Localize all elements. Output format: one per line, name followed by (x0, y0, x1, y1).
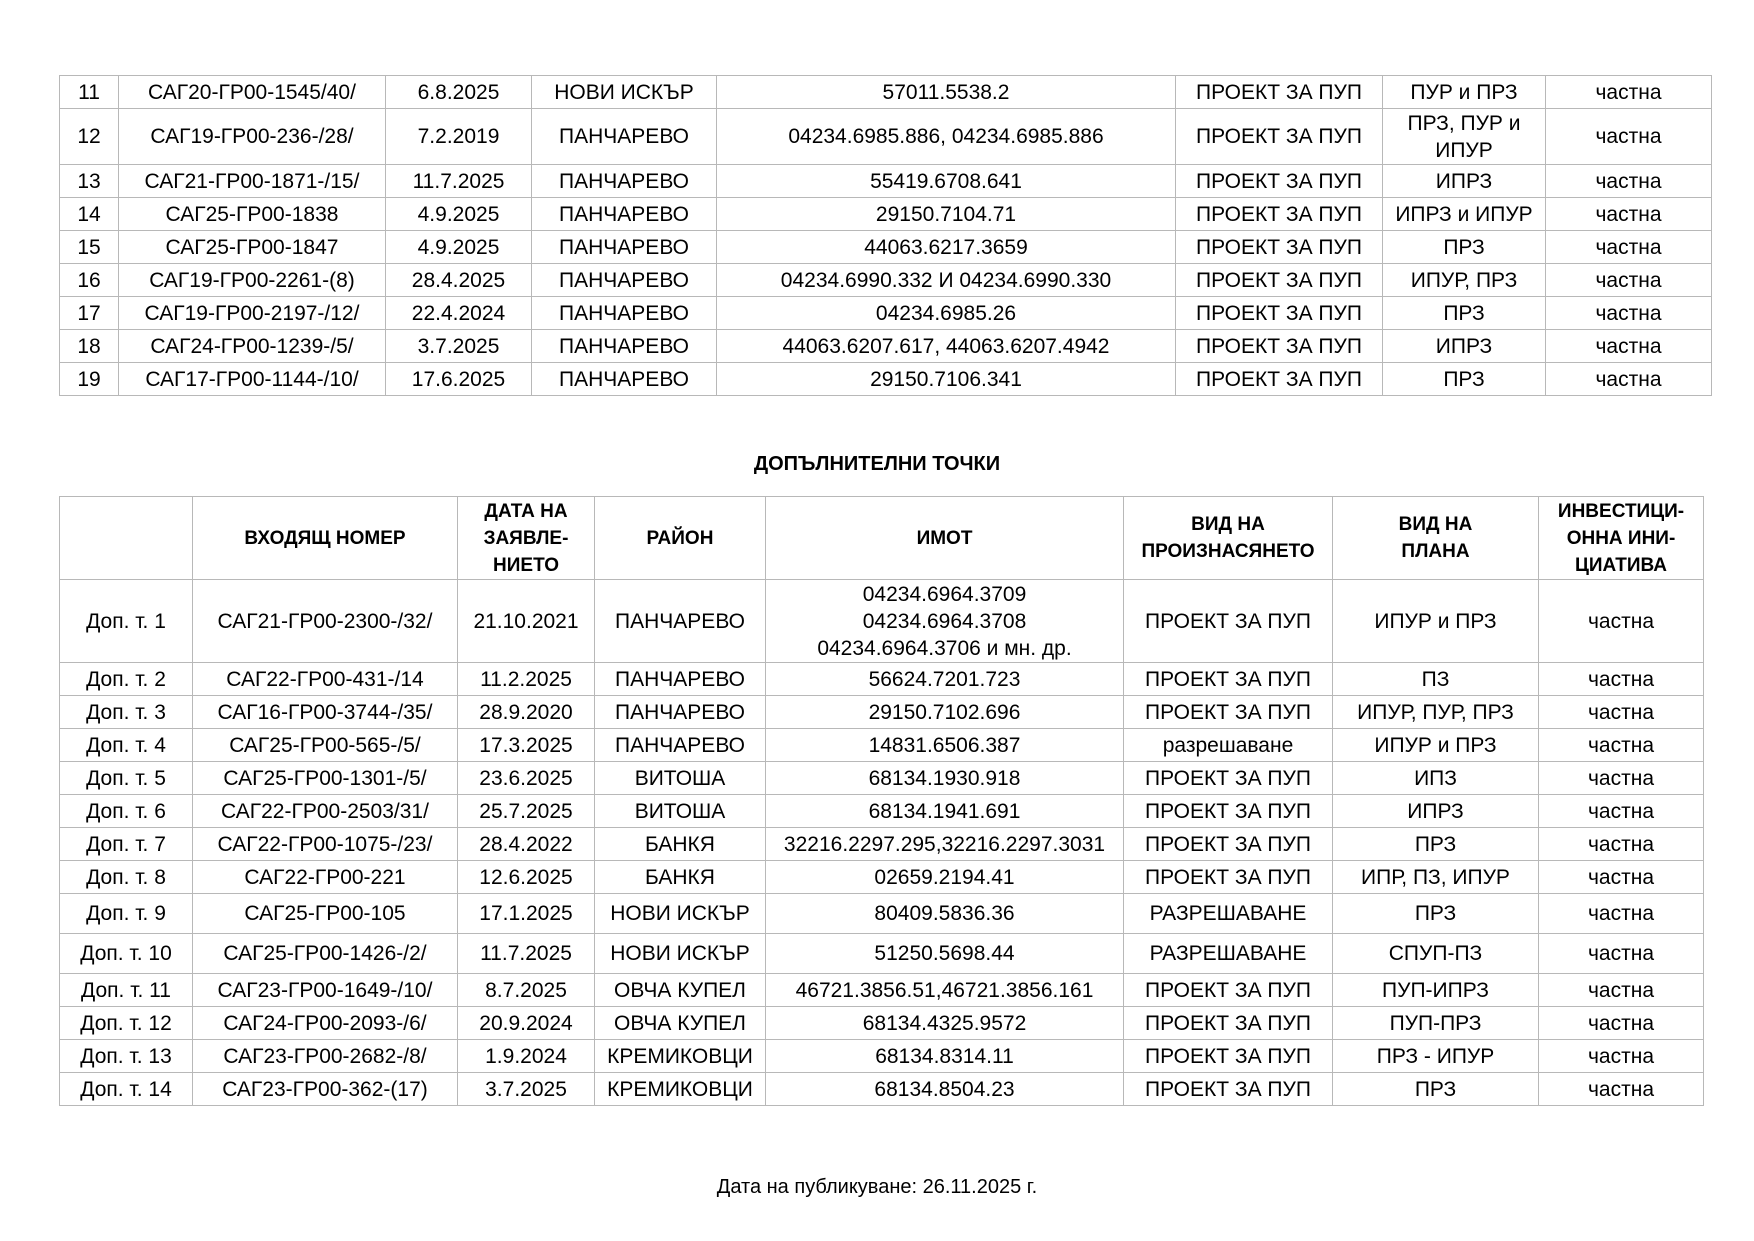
cell-initiative: частна (1546, 330, 1712, 363)
cell-decision-type: ПРОЕКТ ЗА ПУП (1124, 1040, 1333, 1073)
cell-initiative: частна (1539, 861, 1704, 894)
table-row (60, 109, 1712, 165)
cell-property: 44063.6207.617, 44063.6207.4942 (717, 330, 1176, 363)
cell-incoming-number: САГ23-ГР00-2682-/8/ (193, 1040, 458, 1073)
header-investment-initiative: ИНВЕСТИЦИ- ОННА ИНИ- ЦИАТИВА (1539, 497, 1704, 580)
cell-decision-type: ПРОЕКТ ЗА ПУП (1176, 76, 1383, 109)
cell-initiative: частна (1539, 795, 1704, 828)
cell-incoming-number: САГ19-ГР00-236-/28/ (119, 109, 386, 165)
cell-incoming-number: САГ23-ГР00-1649-/10/ (193, 974, 458, 1007)
cell-property: 14831.6506.387 (766, 729, 1124, 762)
cell-district: ОВЧА КУПЕЛ (595, 974, 766, 1007)
table-row (60, 696, 1704, 729)
table-row (60, 330, 1712, 363)
cell-district: ПАНЧАРЕВО (595, 580, 766, 663)
cell-plan-type: ИПУР, ПУР, ПРЗ (1333, 696, 1539, 729)
cell-decision-type: РАЗРЕШАВАНЕ (1124, 934, 1333, 974)
cell-property: 68134.8314.11 (766, 1040, 1124, 1073)
cell-initiative: частна (1539, 696, 1704, 729)
cell-district: НОВИ ИСКЪР (595, 894, 766, 934)
table-row (60, 198, 1712, 231)
cell-incoming-number: САГ24-ГР00-2093-/6/ (193, 1007, 458, 1040)
section-title: ДОПЪЛНИТЕЛНИ ТОЧКИ (753, 453, 1001, 475)
cell-plan-type: ПРЗ (1333, 828, 1539, 861)
cell-initiative: частна (1539, 729, 1704, 762)
cell-incoming-number: САГ25-ГР00-1301-/5/ (193, 762, 458, 795)
cell-date: 23.6.2025 (458, 762, 595, 795)
cell-date: 17.1.2025 (458, 894, 595, 934)
cell-date: 28.4.2022 (458, 828, 595, 861)
cell-date: 11.2.2025 (458, 663, 595, 696)
cell-decision-type: ПРОЕКТ ЗА ПУП (1176, 231, 1383, 264)
cell-plan-type: ПУП-ПРЗ (1333, 1007, 1539, 1040)
table-row (60, 264, 1712, 297)
header-property: ИМОТ (766, 497, 1124, 580)
cell-incoming-number: САГ22-ГР00-431-/14 (193, 663, 458, 696)
cell-no: Доп. т. 10 (60, 934, 193, 974)
cell-property: 04234.6990.332 И 04234.6990.330 (717, 264, 1176, 297)
table-row (60, 165, 1712, 198)
cell-district: ВИТОША (595, 762, 766, 795)
cell-incoming-number: САГ24-ГР00-1239-/5/ (119, 330, 386, 363)
cell-district: ПАНЧАРЕВО (595, 663, 766, 696)
cell-district: ПАНЧАРЕВО (532, 330, 717, 363)
cell-plan-type: ИПЗ (1333, 762, 1539, 795)
cell-incoming-number: САГ19-ГР00-2261-(8) (119, 264, 386, 297)
publication-date: Дата на публикуване: 26.11.2025 г. (716, 1176, 1038, 1198)
cell-district: ПАНЧАРЕВО (532, 297, 717, 330)
cell-no: Доп. т. 11 (60, 974, 193, 1007)
cell-date: 8.7.2025 (458, 974, 595, 1007)
cell-plan-type: ПРЗ (1383, 231, 1546, 264)
cell-incoming-number: САГ20-ГР00-1545/40/ (119, 76, 386, 109)
cell-no: Доп. т. 8 (60, 861, 193, 894)
cell-no: Доп. т. 9 (60, 894, 193, 934)
cell-date: 7.2.2019 (386, 109, 532, 165)
cell-date: 4.9.2025 (386, 231, 532, 264)
cell-date: 6.8.2025 (386, 76, 532, 109)
cell-plan-type: ИПРЗ (1333, 795, 1539, 828)
cell-no: Доп. т. 14 (60, 1073, 193, 1106)
cell-property: 51250.5698.44 (766, 934, 1124, 974)
extra-table (59, 496, 1704, 1106)
header-no (60, 497, 193, 580)
cell-district: ПАНЧАРЕВО (532, 264, 717, 297)
cell-initiative: частна (1546, 198, 1712, 231)
cell-no: 13 (60, 165, 119, 198)
cell-incoming-number: САГ17-ГР00-1144-/10/ (119, 363, 386, 396)
table-row (60, 1040, 1704, 1073)
cell-initiative: частна (1539, 974, 1704, 1007)
cell-incoming-number: САГ21-ГР00-2300-/32/ (193, 580, 458, 663)
cell-no: Доп. т. 13 (60, 1040, 193, 1073)
cell-incoming-number: САГ25-ГР00-1847 (119, 231, 386, 264)
cell-property: 80409.5836.36 (766, 894, 1124, 934)
cell-initiative: частна (1546, 363, 1712, 396)
cell-plan-type: ИПУР и ПРЗ (1333, 729, 1539, 762)
cell-plan-type: ИПУР, ПРЗ (1383, 264, 1546, 297)
cell-date: 11.7.2025 (458, 934, 595, 974)
cell-property: 57011.5538.2 (717, 76, 1176, 109)
cell-plan-type: ПРЗ (1383, 297, 1546, 330)
cell-initiative: частна (1539, 934, 1704, 974)
cell-decision-type: ПРОЕКТ ЗА ПУП (1124, 1073, 1333, 1106)
cell-property: 04234.6985.26 (717, 297, 1176, 330)
cell-incoming-number: САГ22-ГР00-2503/31/ (193, 795, 458, 828)
table-row (60, 729, 1704, 762)
cell-property: 56624.7201.723 (766, 663, 1124, 696)
cell-no: Доп. т. 5 (60, 762, 193, 795)
cell-decision-type: ПРОЕКТ ЗА ПУП (1124, 580, 1333, 663)
cell-plan-type: ПУП-ИПРЗ (1333, 974, 1539, 1007)
cell-incoming-number: САГ25-ГР00-105 (193, 894, 458, 934)
cell-property: 68134.8504.23 (766, 1073, 1124, 1106)
cell-decision-type: ПРОЕКТ ЗА ПУП (1176, 330, 1383, 363)
cell-no: 16 (60, 264, 119, 297)
table-row (60, 861, 1704, 894)
cell-decision-type: разрешаване (1124, 729, 1333, 762)
cell-decision-type: ПРОЕКТ ЗА ПУП (1124, 861, 1333, 894)
cell-district: КРЕМИКОВЦИ (595, 1040, 766, 1073)
cell-decision-type: ПРОЕКТ ЗА ПУП (1124, 974, 1333, 1007)
cell-decision-type: ПРОЕКТ ЗА ПУП (1176, 109, 1383, 165)
cell-district: ПАНЧАРЕВО (532, 165, 717, 198)
cell-initiative: частна (1539, 1007, 1704, 1040)
table-row (60, 231, 1712, 264)
cell-no: Доп. т. 12 (60, 1007, 193, 1040)
cell-property: 29150.7104.71 (717, 198, 1176, 231)
cell-plan-type: ПЗ (1333, 663, 1539, 696)
cell-property: 68134.1930.918 (766, 762, 1124, 795)
table-row (60, 297, 1712, 330)
extra-table-header-row (60, 497, 1704, 580)
cell-district: НОВИ ИСКЪР (532, 76, 717, 109)
table-row (60, 934, 1704, 974)
cell-district: НОВИ ИСКЪР (595, 934, 766, 974)
cell-property: 68134.4325.9572 (766, 1007, 1124, 1040)
cell-incoming-number: САГ22-ГР00-221 (193, 861, 458, 894)
cell-initiative: частна (1546, 76, 1712, 109)
table-row (60, 1073, 1704, 1106)
cell-district: ПАНЧАРЕВО (532, 109, 717, 165)
cell-decision-type: РАЗРЕШАВАНЕ (1124, 894, 1333, 934)
cell-no: Доп. т. 4 (60, 729, 193, 762)
cell-date: 17.6.2025 (386, 363, 532, 396)
cell-district: ПАНЧАРЕВО (532, 363, 717, 396)
cell-property: 02659.2194.41 (766, 861, 1124, 894)
cell-district: БАНКЯ (595, 861, 766, 894)
cell-no: 14 (60, 198, 119, 231)
cell-initiative: частна (1539, 762, 1704, 795)
cell-district: ПАНЧАРЕВО (532, 231, 717, 264)
cell-initiative: частна (1539, 1040, 1704, 1073)
cell-incoming-number: САГ16-ГР00-3744-/35/ (193, 696, 458, 729)
cell-decision-type: ПРОЕКТ ЗА ПУП (1124, 762, 1333, 795)
header-application-date: ДАТА НА ЗАЯВЛЕ- НИЕТО (458, 497, 595, 580)
cell-date: 21.10.2021 (458, 580, 595, 663)
extra-table-body (60, 580, 1704, 1106)
cell-district: ПАНЧАРЕВО (595, 696, 766, 729)
cell-no: Доп. т. 3 (60, 696, 193, 729)
table-row (60, 894, 1704, 934)
table-row (60, 1007, 1704, 1040)
cell-no: 15 (60, 231, 119, 264)
cell-plan-type: СПУП-ПЗ (1333, 934, 1539, 974)
cell-no: 11 (60, 76, 119, 109)
cell-initiative: частна (1539, 894, 1704, 934)
header-plan-type: ВИД НА ПЛАНА (1333, 497, 1539, 580)
cell-date: 28.9.2020 (458, 696, 595, 729)
cell-property: 68134.1941.691 (766, 795, 1124, 828)
cell-initiative: частна (1546, 231, 1712, 264)
cell-no: 17 (60, 297, 119, 330)
cell-no: 19 (60, 363, 119, 396)
cell-no: Доп. т. 2 (60, 663, 193, 696)
table-row (60, 795, 1704, 828)
cell-plan-type: ИПРЗ и ИПУР (1383, 198, 1546, 231)
cell-decision-type: ПРОЕКТ ЗА ПУП (1176, 165, 1383, 198)
header-district: РАЙОН (595, 497, 766, 580)
cell-district: БАНКЯ (595, 828, 766, 861)
cell-district: КРЕМИКОВЦИ (595, 1073, 766, 1106)
main-table (59, 75, 1712, 396)
header-incoming-number: ВХОДЯЩ НОМЕР (193, 497, 458, 580)
cell-initiative: частна (1539, 663, 1704, 696)
cell-property: 32216.2297.295,32216.2297.3031 (766, 828, 1124, 861)
cell-no: Доп. т. 1 (60, 580, 193, 663)
cell-decision-type: ПРОЕКТ ЗА ПУП (1176, 198, 1383, 231)
cell-property: 46721.3856.51,46721.3856.161 (766, 974, 1124, 1007)
cell-district: ВИТОША (595, 795, 766, 828)
cell-plan-type: ИПР, ПЗ, ИПУР (1333, 861, 1539, 894)
cell-property: 44063.6217.3659 (717, 231, 1176, 264)
cell-decision-type: ПРОЕКТ ЗА ПУП (1176, 264, 1383, 297)
cell-initiative: частна (1546, 165, 1712, 198)
cell-property: 04234.6985.886, 04234.6985.886 (717, 109, 1176, 165)
cell-decision-type: ПРОЕКТ ЗА ПУП (1124, 696, 1333, 729)
table-row (60, 580, 1704, 663)
cell-date: 20.9.2024 (458, 1007, 595, 1040)
cell-decision-type: ПРОЕКТ ЗА ПУП (1176, 297, 1383, 330)
cell-date: 12.6.2025 (458, 861, 595, 894)
cell-incoming-number: САГ23-ГР00-362-(17) (193, 1073, 458, 1106)
cell-property: 29150.7106.341 (717, 363, 1176, 396)
cell-initiative: частна (1546, 264, 1712, 297)
cell-plan-type: ПРЗ (1333, 894, 1539, 934)
cell-decision-type: ПРОЕКТ ЗА ПУП (1124, 663, 1333, 696)
cell-district: ПАНЧАРЕВО (595, 729, 766, 762)
cell-plan-type: ПРЗ - ИПУР (1333, 1040, 1539, 1073)
cell-decision-type: ПРОЕКТ ЗА ПУП (1124, 795, 1333, 828)
cell-initiative: частна (1539, 828, 1704, 861)
cell-initiative: частна (1539, 1073, 1704, 1106)
cell-no: Доп. т. 7 (60, 828, 193, 861)
cell-initiative: частна (1539, 580, 1704, 663)
table-row (60, 974, 1704, 1007)
cell-incoming-number: САГ22-ГР00-1075-/23/ (193, 828, 458, 861)
cell-property: 04234.6964.3709 04234.6964.3708 04234.6964.3706 и мн. др. (766, 580, 1124, 663)
cell-plan-type: ПРЗ (1333, 1073, 1539, 1106)
cell-plan-type: ИПУР и ПРЗ (1333, 580, 1539, 663)
cell-date: 11.7.2025 (386, 165, 532, 198)
cell-date: 3.7.2025 (386, 330, 532, 363)
table-row (60, 663, 1704, 696)
cell-initiative: частна (1546, 109, 1712, 165)
cell-initiative: частна (1546, 297, 1712, 330)
cell-date: 3.7.2025 (458, 1073, 595, 1106)
table-row (60, 828, 1704, 861)
cell-no: Доп. т. 6 (60, 795, 193, 828)
cell-date: 28.4.2025 (386, 264, 532, 297)
cell-date: 25.7.2025 (458, 795, 595, 828)
cell-date: 22.4.2024 (386, 297, 532, 330)
cell-property: 55419.6708.641 (717, 165, 1176, 198)
cell-district: ОВЧА КУПЕЛ (595, 1007, 766, 1040)
cell-incoming-number: САГ19-ГР00-2197-/12/ (119, 297, 386, 330)
cell-district: ПАНЧАРЕВО (532, 198, 717, 231)
main-table-body (60, 76, 1712, 396)
cell-date: 4.9.2025 (386, 198, 532, 231)
cell-date: 17.3.2025 (458, 729, 595, 762)
cell-incoming-number: САГ25-ГР00-565-/5/ (193, 729, 458, 762)
cell-plan-type: ПУР и ПРЗ (1383, 76, 1546, 109)
cell-plan-type: ПРЗ, ПУР и ИПУР (1383, 109, 1546, 165)
cell-decision-type: ПРОЕКТ ЗА ПУП (1124, 1007, 1333, 1040)
cell-property: 29150.7102.696 (766, 696, 1124, 729)
cell-decision-type: ПРОЕКТ ЗА ПУП (1124, 828, 1333, 861)
cell-plan-type: ИПРЗ (1383, 165, 1546, 198)
cell-plan-type: ПРЗ (1383, 363, 1546, 396)
table-row (60, 762, 1704, 795)
table-row (60, 363, 1712, 396)
cell-decision-type: ПРОЕКТ ЗА ПУП (1176, 363, 1383, 396)
cell-no: 12 (60, 109, 119, 165)
cell-incoming-number: САГ25-ГР00-1838 (119, 198, 386, 231)
cell-incoming-number: САГ21-ГР00-1871-/15/ (119, 165, 386, 198)
table-row (60, 76, 1712, 109)
cell-no: 18 (60, 330, 119, 363)
cell-incoming-number: САГ25-ГР00-1426-/2/ (193, 934, 458, 974)
cell-plan-type: ИПРЗ (1383, 330, 1546, 363)
header-decision-type: ВИД НА ПРОИЗНАСЯНЕТО (1124, 497, 1333, 580)
cell-date: 1.9.2024 (458, 1040, 595, 1073)
